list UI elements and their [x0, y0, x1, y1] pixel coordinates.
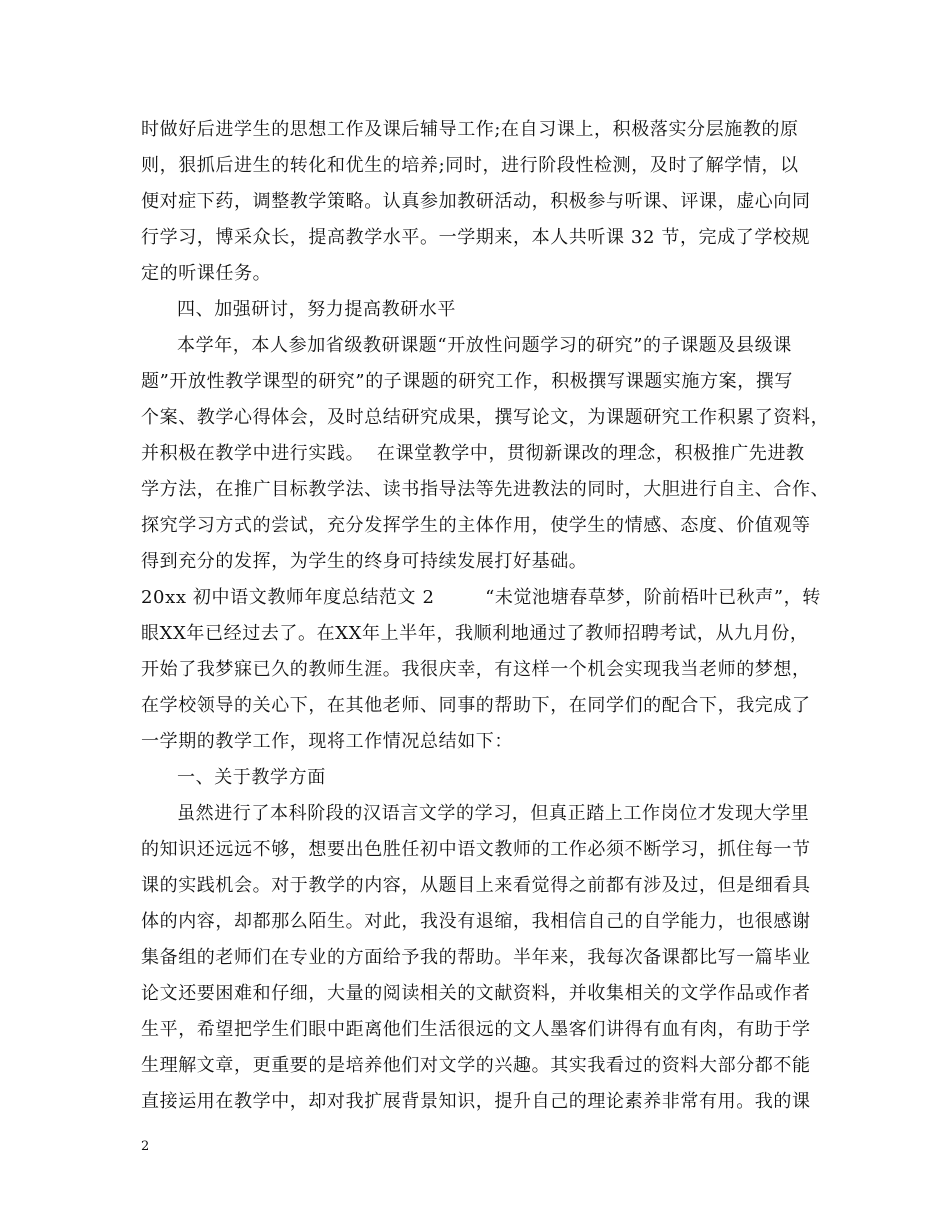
body-line: 学方法，在推广目标教学法、读书指导法等先进教法的同时，大胆进行自主、合作、 — [141, 479, 830, 500]
body-line: 生理解文章，更重要的是培养他们对文学的兴趣。其实我看过的资料大部分都不能 — [141, 1055, 811, 1076]
body-line: 直接运用在教学中，却对我扩展背景知识，提升自己的理论素养非常有用。我的课 — [141, 1091, 811, 1112]
body-line: 开始了我梦寐已久的教师生涯。我很庆幸，有这样一个机会实现我当老师的梦想， — [141, 659, 811, 680]
body-line: 在学校领导的关心下，在其他老师、同事的帮助下，在同学们的配合下，我完成了 — [141, 695, 811, 716]
section-heading: 一、关于教学方面 — [177, 767, 326, 788]
body-line: 眼XX年已经过去了。在XX年上半年，我顺利地通过了教师招聘考试，从九月份， — [141, 623, 809, 644]
body-line: 体的内容，却都那么陌生。对此，我没有退缩，我相信自己的自学能力，也很感谢 — [141, 911, 811, 932]
body-line: 虽然进行了本科阶段的汉语言文学的学习，但真正踏上工作岗位才发现大学里 — [177, 803, 810, 824]
body-line: 则，狠抓后进生的转化和优生的培养;同时，进行阶段性检测，及时了解学情，以 — [141, 155, 799, 176]
body-line: 的知识还远远不够，想要出色胜任初中语文教师的工作必须不断学习，抓住每一节 — [141, 839, 811, 860]
page-number: 2 — [141, 1139, 150, 1154]
body-line: 题”开放性教学课型的研究”的子课题的研究工作，积极撰写课题实施方案，撰写 — [141, 371, 794, 392]
body-line: 个案、教学心得体会，及时总结研究成果，撰写论文，为课题研究工作积累了资料， — [141, 407, 830, 428]
article-title-line: 20xx 初中语文教师年度总结范文 2 “未觉池塘春草梦，阶前梧叶已秋声”，转 — [141, 587, 821, 608]
body-line: 课的实践机会。对于教学的内容，从题目上来看觉得之前都有涉及过，但是细看具 — [141, 875, 811, 896]
body-line: 集备组的老师们在专业的方面给予我的帮助。半年来，我每次备课都比写一篇毕业 — [141, 947, 811, 968]
body-line: 一学期的教学工作，现将工作情况总结如下： — [141, 731, 513, 752]
body-line: 论文还要困难和仔细，大量的阅读相关的文献资料，并收集相关的文学作品或作者 — [141, 983, 811, 1004]
body-line: 定的听课任务。 — [141, 263, 272, 284]
body-line: 得到充分的发挥，为学生的终身可持续发展打好基础。 — [141, 551, 588, 572]
body-line: 本学年，本人参加省级教研课题“开放性问题学习的研究”的子课题及县级课 — [177, 335, 792, 356]
body-line: 行学习，博采众长，提高教学水平。一学期来，本人共听课 32 节，完成了学校规 — [141, 227, 811, 248]
body-line: 生平，希望把学生们眼中距离他们生活很远的文人墨客们讲得有血有肉，有助于学 — [141, 1019, 811, 1040]
body-line: 便对症下药，调整教学策略。认真参加教研活动，积极参与听课、评课，虚心向同 — [141, 191, 811, 212]
body-line: 时做好后进学生的思想工作及课后辅导工作;在自习课上，积极落实分层施教的原 — [141, 119, 799, 140]
body-line: 并积极在教学中进行实践。 在课堂教学中，贯彻新课改的理念，积极推广先进教 — [141, 443, 805, 464]
section-heading: 四、加强研讨，努力提高教研水平 — [177, 299, 456, 320]
body-line: 探究学习方式的尝试，充分发挥学生的主体作用，使学生的情感、态度、价值观等 — [141, 515, 811, 536]
